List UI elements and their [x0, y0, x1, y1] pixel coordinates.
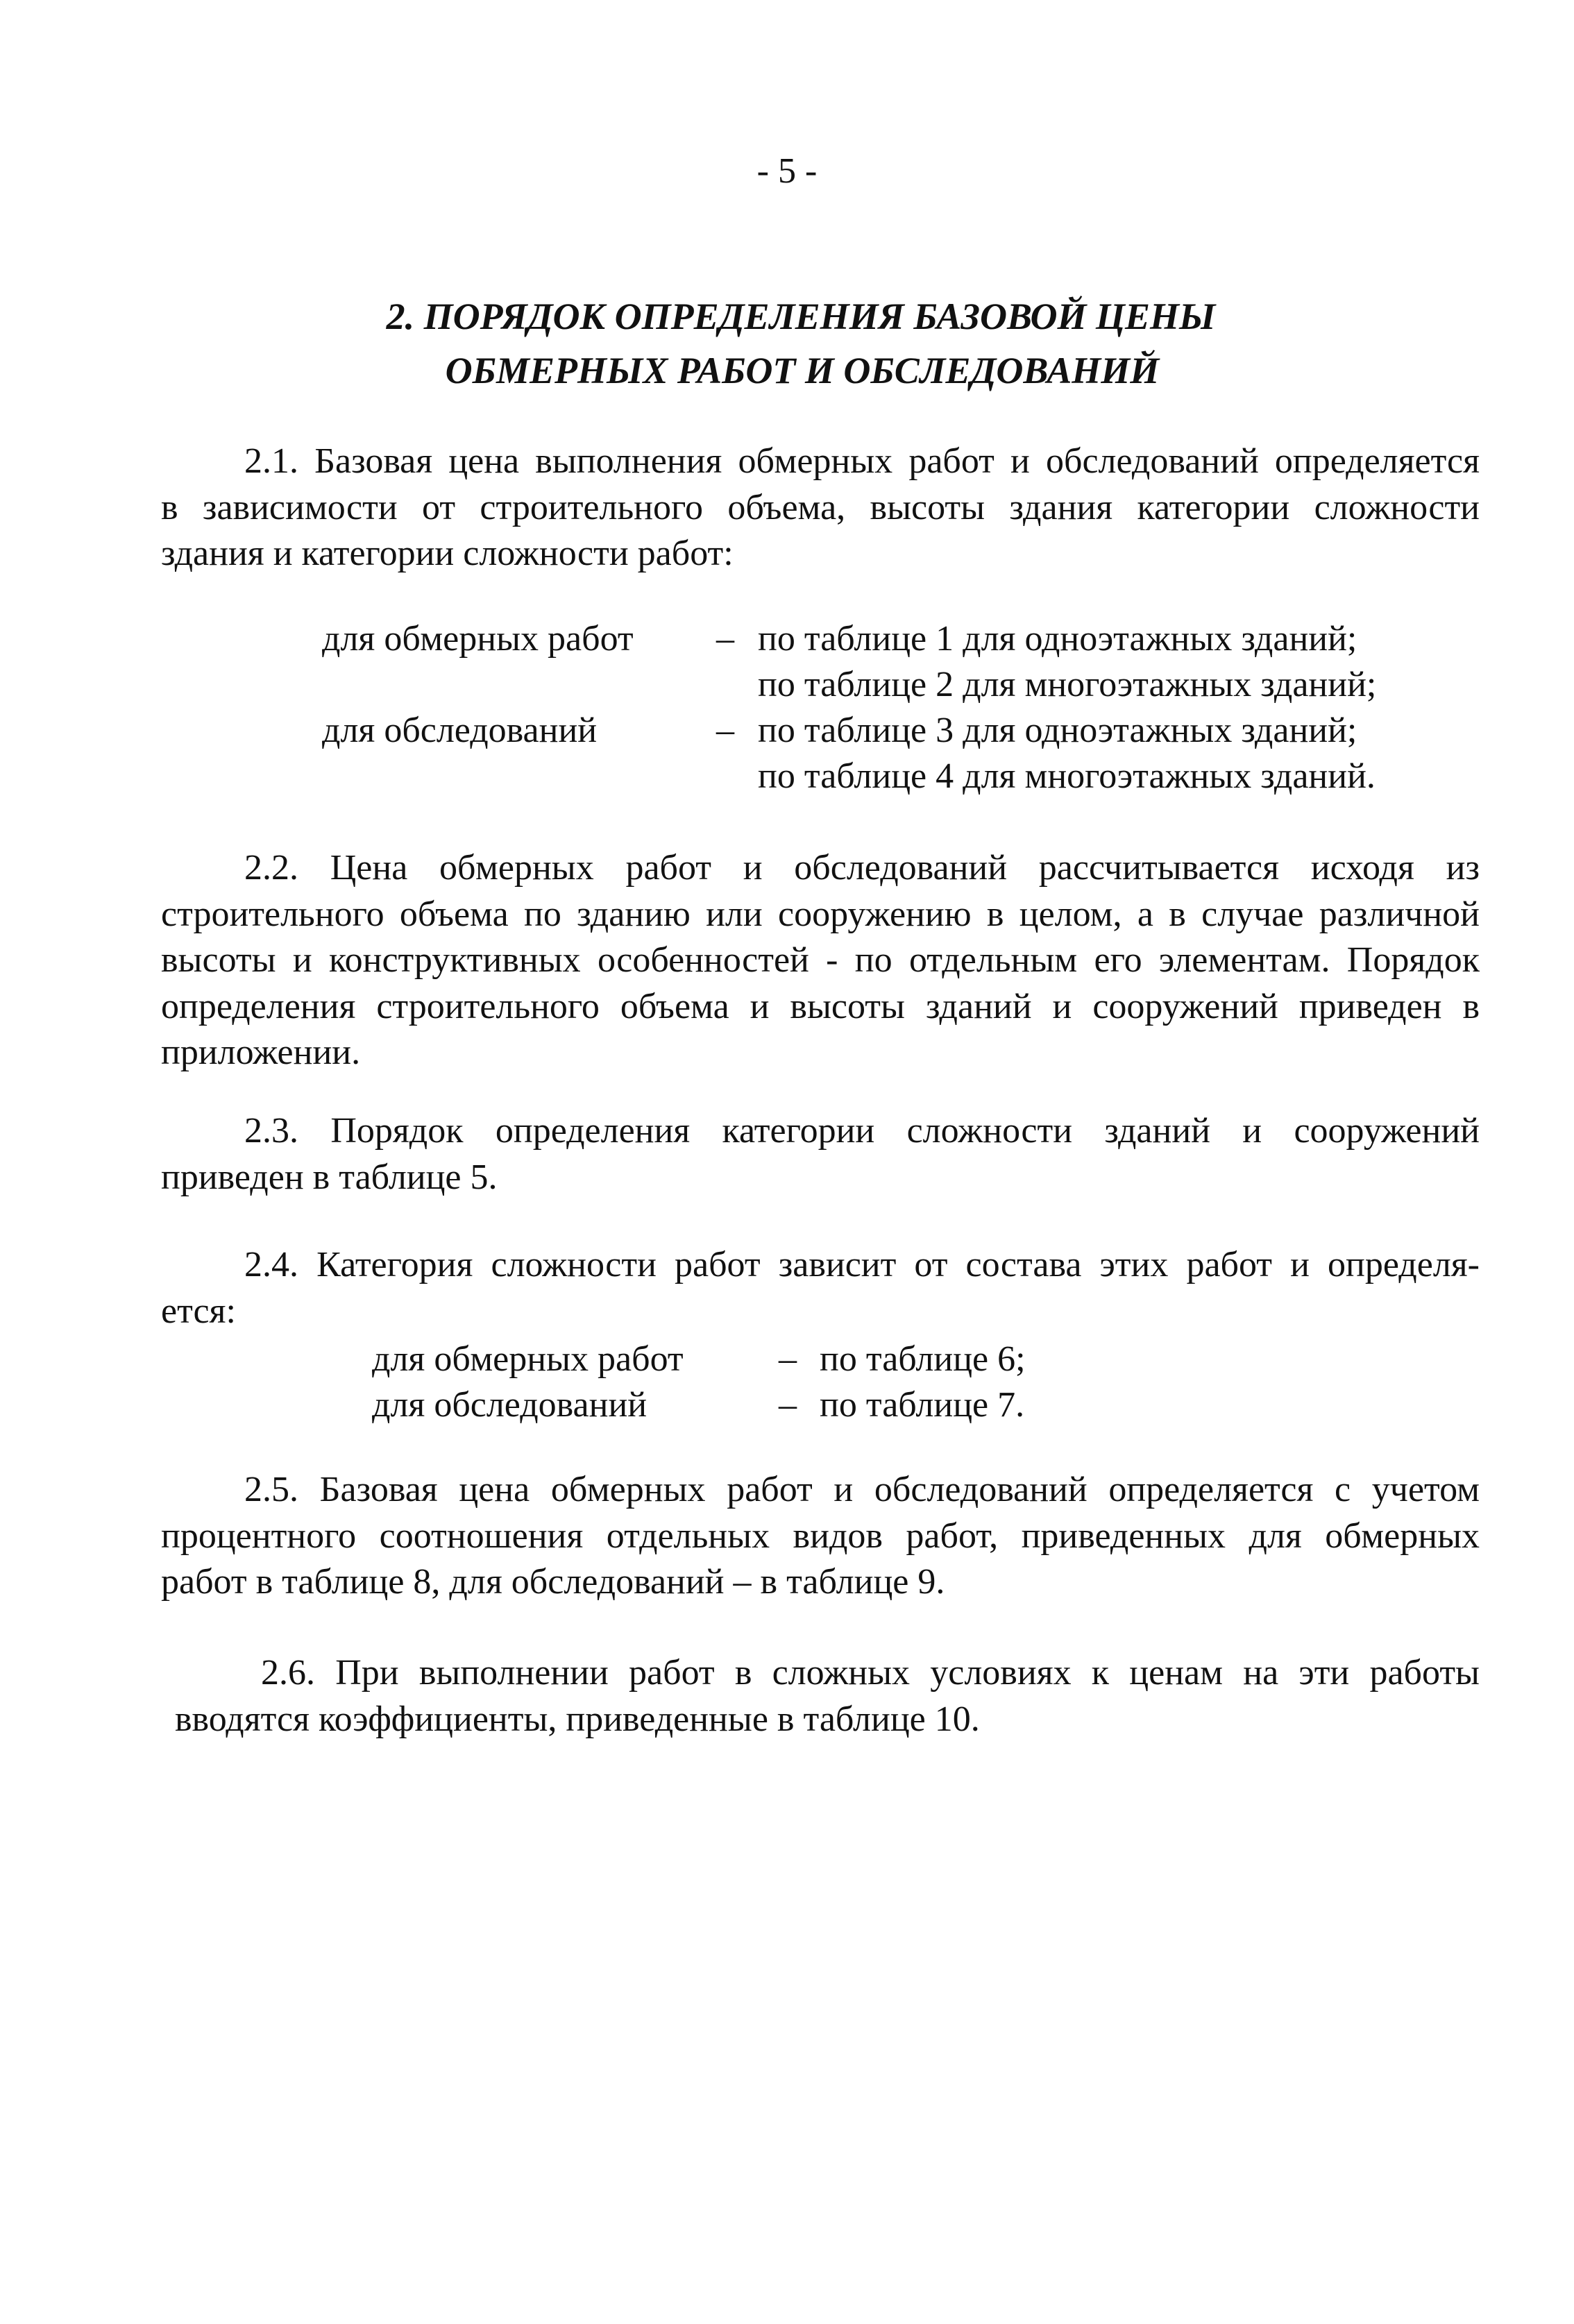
- list-item-value: по таблице 4 для многоэтажных зданий.: [758, 756, 1376, 796]
- paragraph-line: определения строительного объема и высоты зданий и сооружений приведен в: [161, 986, 1480, 1026]
- paragraph-line: строительного объема по зданию или сооружению в целом, а в случае различной: [161, 894, 1480, 934]
- table-reference-list-1: [322, 616, 1502, 811]
- paragraph-line: высоты и конструктивных особенностей - по отдельным его элементам. Порядок: [161, 940, 1480, 980]
- page-number: - 5 -: [756, 151, 818, 191]
- paragraph-line: приведен в таблице 5.: [161, 1157, 498, 1197]
- list-item-value: по таблице 1 для одноэтажных зданий;: [758, 619, 1357, 659]
- list-item-value: по таблице 3 для одноэтажных зданий;: [758, 711, 1357, 750]
- paragraph-2-1: [161, 439, 1480, 577]
- list-item-dash: –: [779, 1385, 797, 1425]
- paragraph-2-2: [161, 845, 1480, 1076]
- paragraph-line: 2.6. При выполнении работ в сложных условиях к ценам на эти работы: [261, 1653, 1480, 1693]
- paragraph-line: 2.3. Порядок определения категории сложности зданий и сооружений: [244, 1111, 1480, 1151]
- list-item: [322, 616, 1502, 662]
- paragraph-2-6: [175, 1650, 1480, 1742]
- paragraph-2-5: [161, 1467, 1480, 1606]
- paragraph-line: здания и категории сложности работ:: [161, 534, 734, 573]
- paragraph-line: в зависимости от строительного объема, высоты здания категории сложности: [161, 487, 1480, 527]
- list-item: [322, 708, 1502, 754]
- paragraph-line: 2.4. Категория сложности работ зависит от состава этих работ и определя-: [244, 1245, 1480, 1284]
- list-item-dash: –: [716, 619, 734, 659]
- paragraph-2-4: [161, 1242, 1480, 1334]
- list-item-label: для обследований: [372, 1385, 648, 1425]
- paragraph-2-3: [161, 1108, 1480, 1201]
- table-reference-list-2: [372, 1337, 1413, 1434]
- paragraph-line: ется:: [161, 1291, 236, 1331]
- list-item-value: по таблице 2 для многоэтажных зданий;: [758, 665, 1377, 704]
- list-item-dash: –: [779, 1339, 797, 1379]
- list-item-label: для обмерных работ: [322, 619, 634, 659]
- paragraph-line: процентного соотношения отдельных видов работ, приведенных для обмерных: [161, 1516, 1480, 1556]
- list-item-value: по таблице 7.: [820, 1385, 1025, 1425]
- list-item: [322, 754, 1502, 799]
- paragraph-line: 2.5. Базовая цена обмерных работ и обследований определяется с учетом: [244, 1470, 1480, 1509]
- section-heading-line-2: ОБМЕРНЫХ РАБОТ И ОБСЛЕДОВАНИЙ: [445, 350, 1160, 391]
- section-heading-line-1: 2. ПОРЯДОК ОПРЕДЕЛЕНИЯ БАЗОВОЙ ЦЕНЫ: [386, 296, 1216, 337]
- list-item-label: для обмерных работ: [372, 1339, 684, 1379]
- paragraph-line: приложении.: [161, 1033, 361, 1072]
- list-item-label: для обследований: [322, 711, 598, 750]
- paragraph-line: 2.2. Цена обмерных работ и обследований рассчитывается исходя из: [244, 848, 1480, 888]
- list-item: [322, 662, 1502, 708]
- list-item: [372, 1382, 1413, 1428]
- paragraph-line: 2.1. Базовая цена выполнения обмерных работ и обследований определяется: [244, 441, 1480, 481]
- list-item-value: по таблице 6;: [820, 1339, 1026, 1379]
- paragraph-line: вводятся коэффициенты, приведенные в таблице 10.: [175, 1699, 980, 1739]
- list-item-dash: –: [716, 711, 734, 750]
- paragraph-line: работ в таблице 8, для обследований – в таблице 9.: [161, 1562, 945, 1602]
- list-item: [372, 1337, 1413, 1382]
